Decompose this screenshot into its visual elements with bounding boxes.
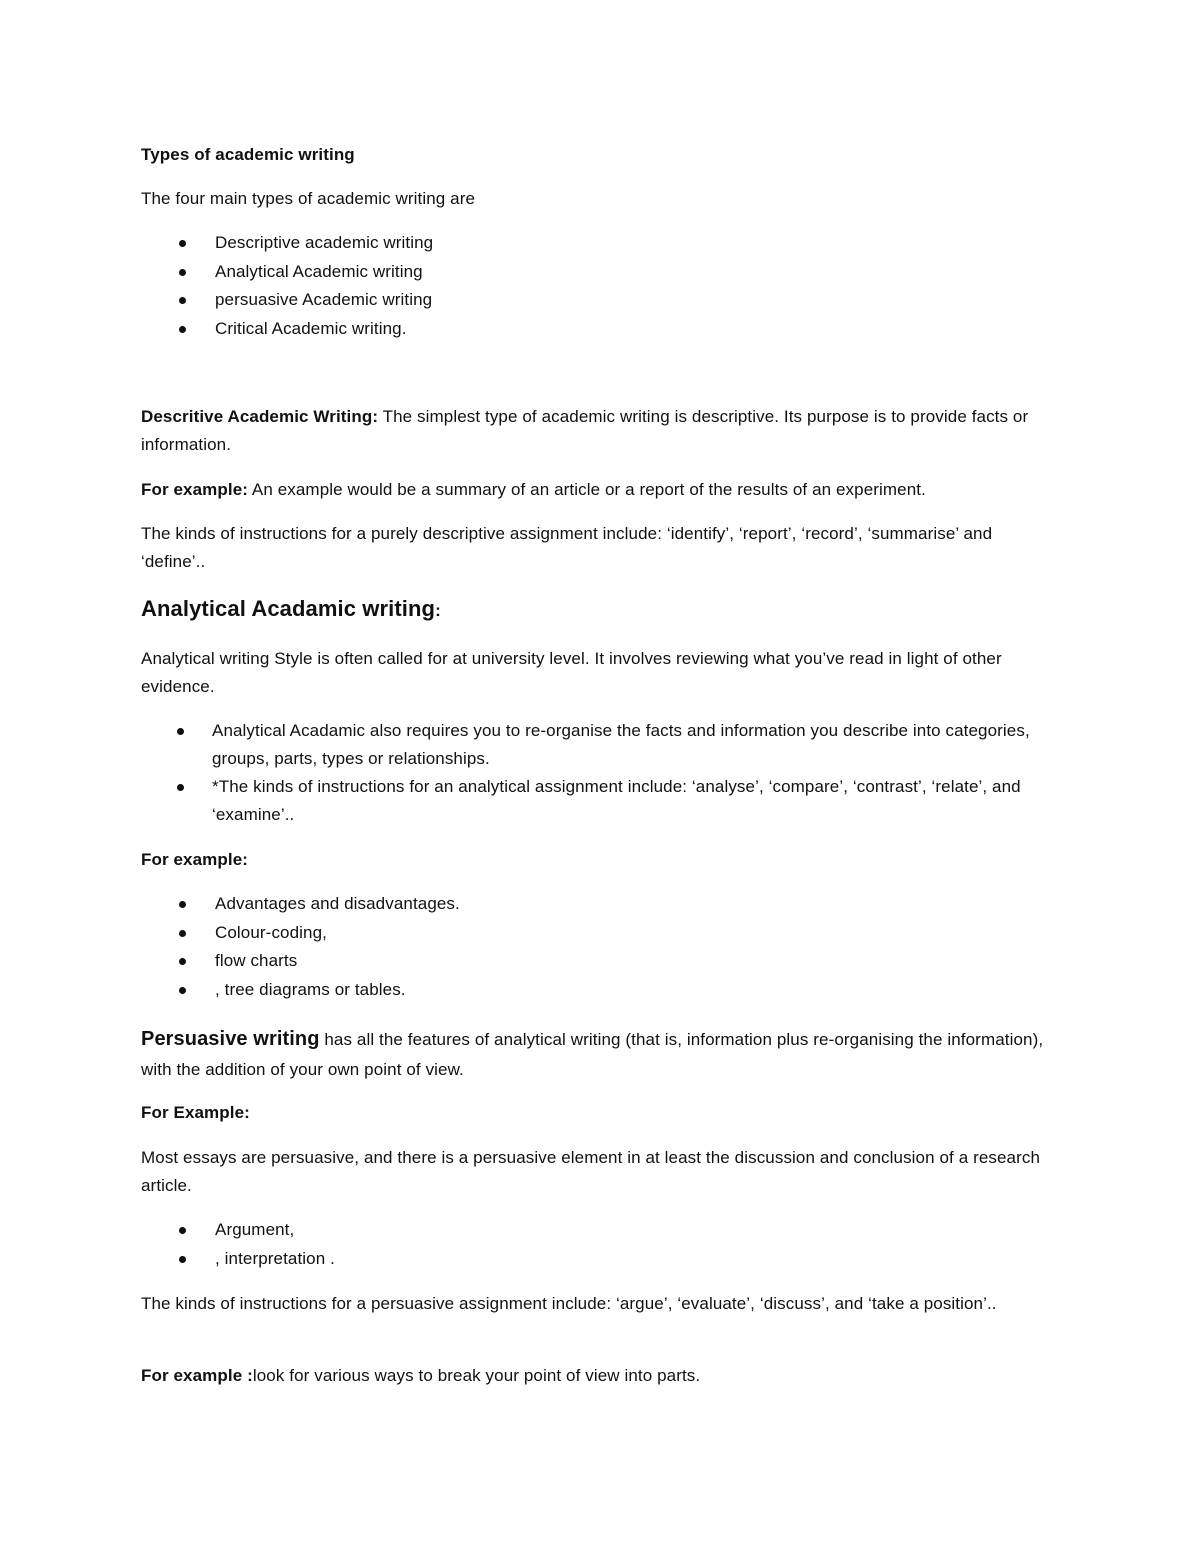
list-item: flow charts (141, 947, 1061, 976)
analytical-bullets (141, 717, 1061, 829)
descriptive-text: The simplest type of academic writing is descriptive. Its purpose is to provide facts or information. (141, 407, 1029, 454)
document-title: Types of academic writing (141, 145, 355, 164)
persuasive-heading: Persuasive writing (141, 1028, 320, 1050)
types-list (141, 229, 1061, 343)
analytical-examples-list (141, 890, 1061, 1004)
example-text: An example would be a summary of an article or a report of the results of an experiment. (248, 480, 926, 499)
list-item: Analytical Academic writing (141, 258, 1061, 287)
list-item: *The kinds of instructions for an analytical assignment include: ‘analyse’, ‘compare’, ‘contrast’, ‘relate’, and ‘examine’.. (141, 773, 1061, 829)
intro-paragraph: The four main types of academic writing are (141, 189, 476, 208)
descriptive-instructions: The kinds of instructions for a purely descriptive assignment include: ‘identify’, ‘report’, ‘record’, ‘summarise’ and ‘define’.. (141, 524, 993, 571)
descriptive-example (141, 476, 1061, 504)
list-item: , tree diagrams or tables. (141, 976, 1061, 1005)
list-item: Argument, (141, 1216, 1061, 1245)
final-example (141, 1362, 1061, 1390)
descriptive-label: Descritive Academic Writing: (141, 407, 379, 426)
example-label: For example: (141, 480, 249, 499)
persuasive-instructions: The kinds of instructions for a persuasive assignment include: ‘argue’, ‘evaluate’, ‘discuss’, and ‘take a position’.. (141, 1294, 997, 1313)
persuasive-paragraph (141, 1024, 1061, 1085)
list-item: persuasive Academic writing (141, 286, 1061, 315)
final-example-label: For example : (141, 1366, 253, 1385)
list-item: Advantages and disadvantages. (141, 890, 1061, 919)
list-item: Colour-coding, (141, 919, 1061, 948)
list-item: Analytical Acadamic also requires you to re-organise the facts and information you describe into categories, groups, parts, types or relationships. (141, 717, 1061, 773)
persuasive-text: has all the features of analytical writing (that is, information plus re-organising the information), with the addition of your own point of view. (141, 1030, 1044, 1079)
list-item: Critical Academic writing. (141, 315, 1061, 344)
analytical-heading: Analytical Acadamic writing: (141, 596, 441, 621)
list-item: , interpretation . (141, 1245, 1061, 1274)
final-example-text: look for various ways to break your point of view into parts. (252, 1366, 701, 1385)
analytical-example-label: For example: (141, 850, 249, 869)
list-item: Descriptive academic writing (141, 229, 1061, 258)
descriptive-paragraph (141, 403, 1061, 459)
analytical-paragraph: Analytical writing Style is often called for at university level. It involves reviewing what you’ve read in light of other evidence. (141, 649, 1002, 696)
persuasive-example-label: For Example: (141, 1103, 250, 1122)
persuasive-bullets (141, 1216, 1061, 1273)
persuasive-example-text: Most essays are persuasive, and there is a persuasive element in at least the discussion and conclusion of a research article. (141, 1148, 1041, 1195)
